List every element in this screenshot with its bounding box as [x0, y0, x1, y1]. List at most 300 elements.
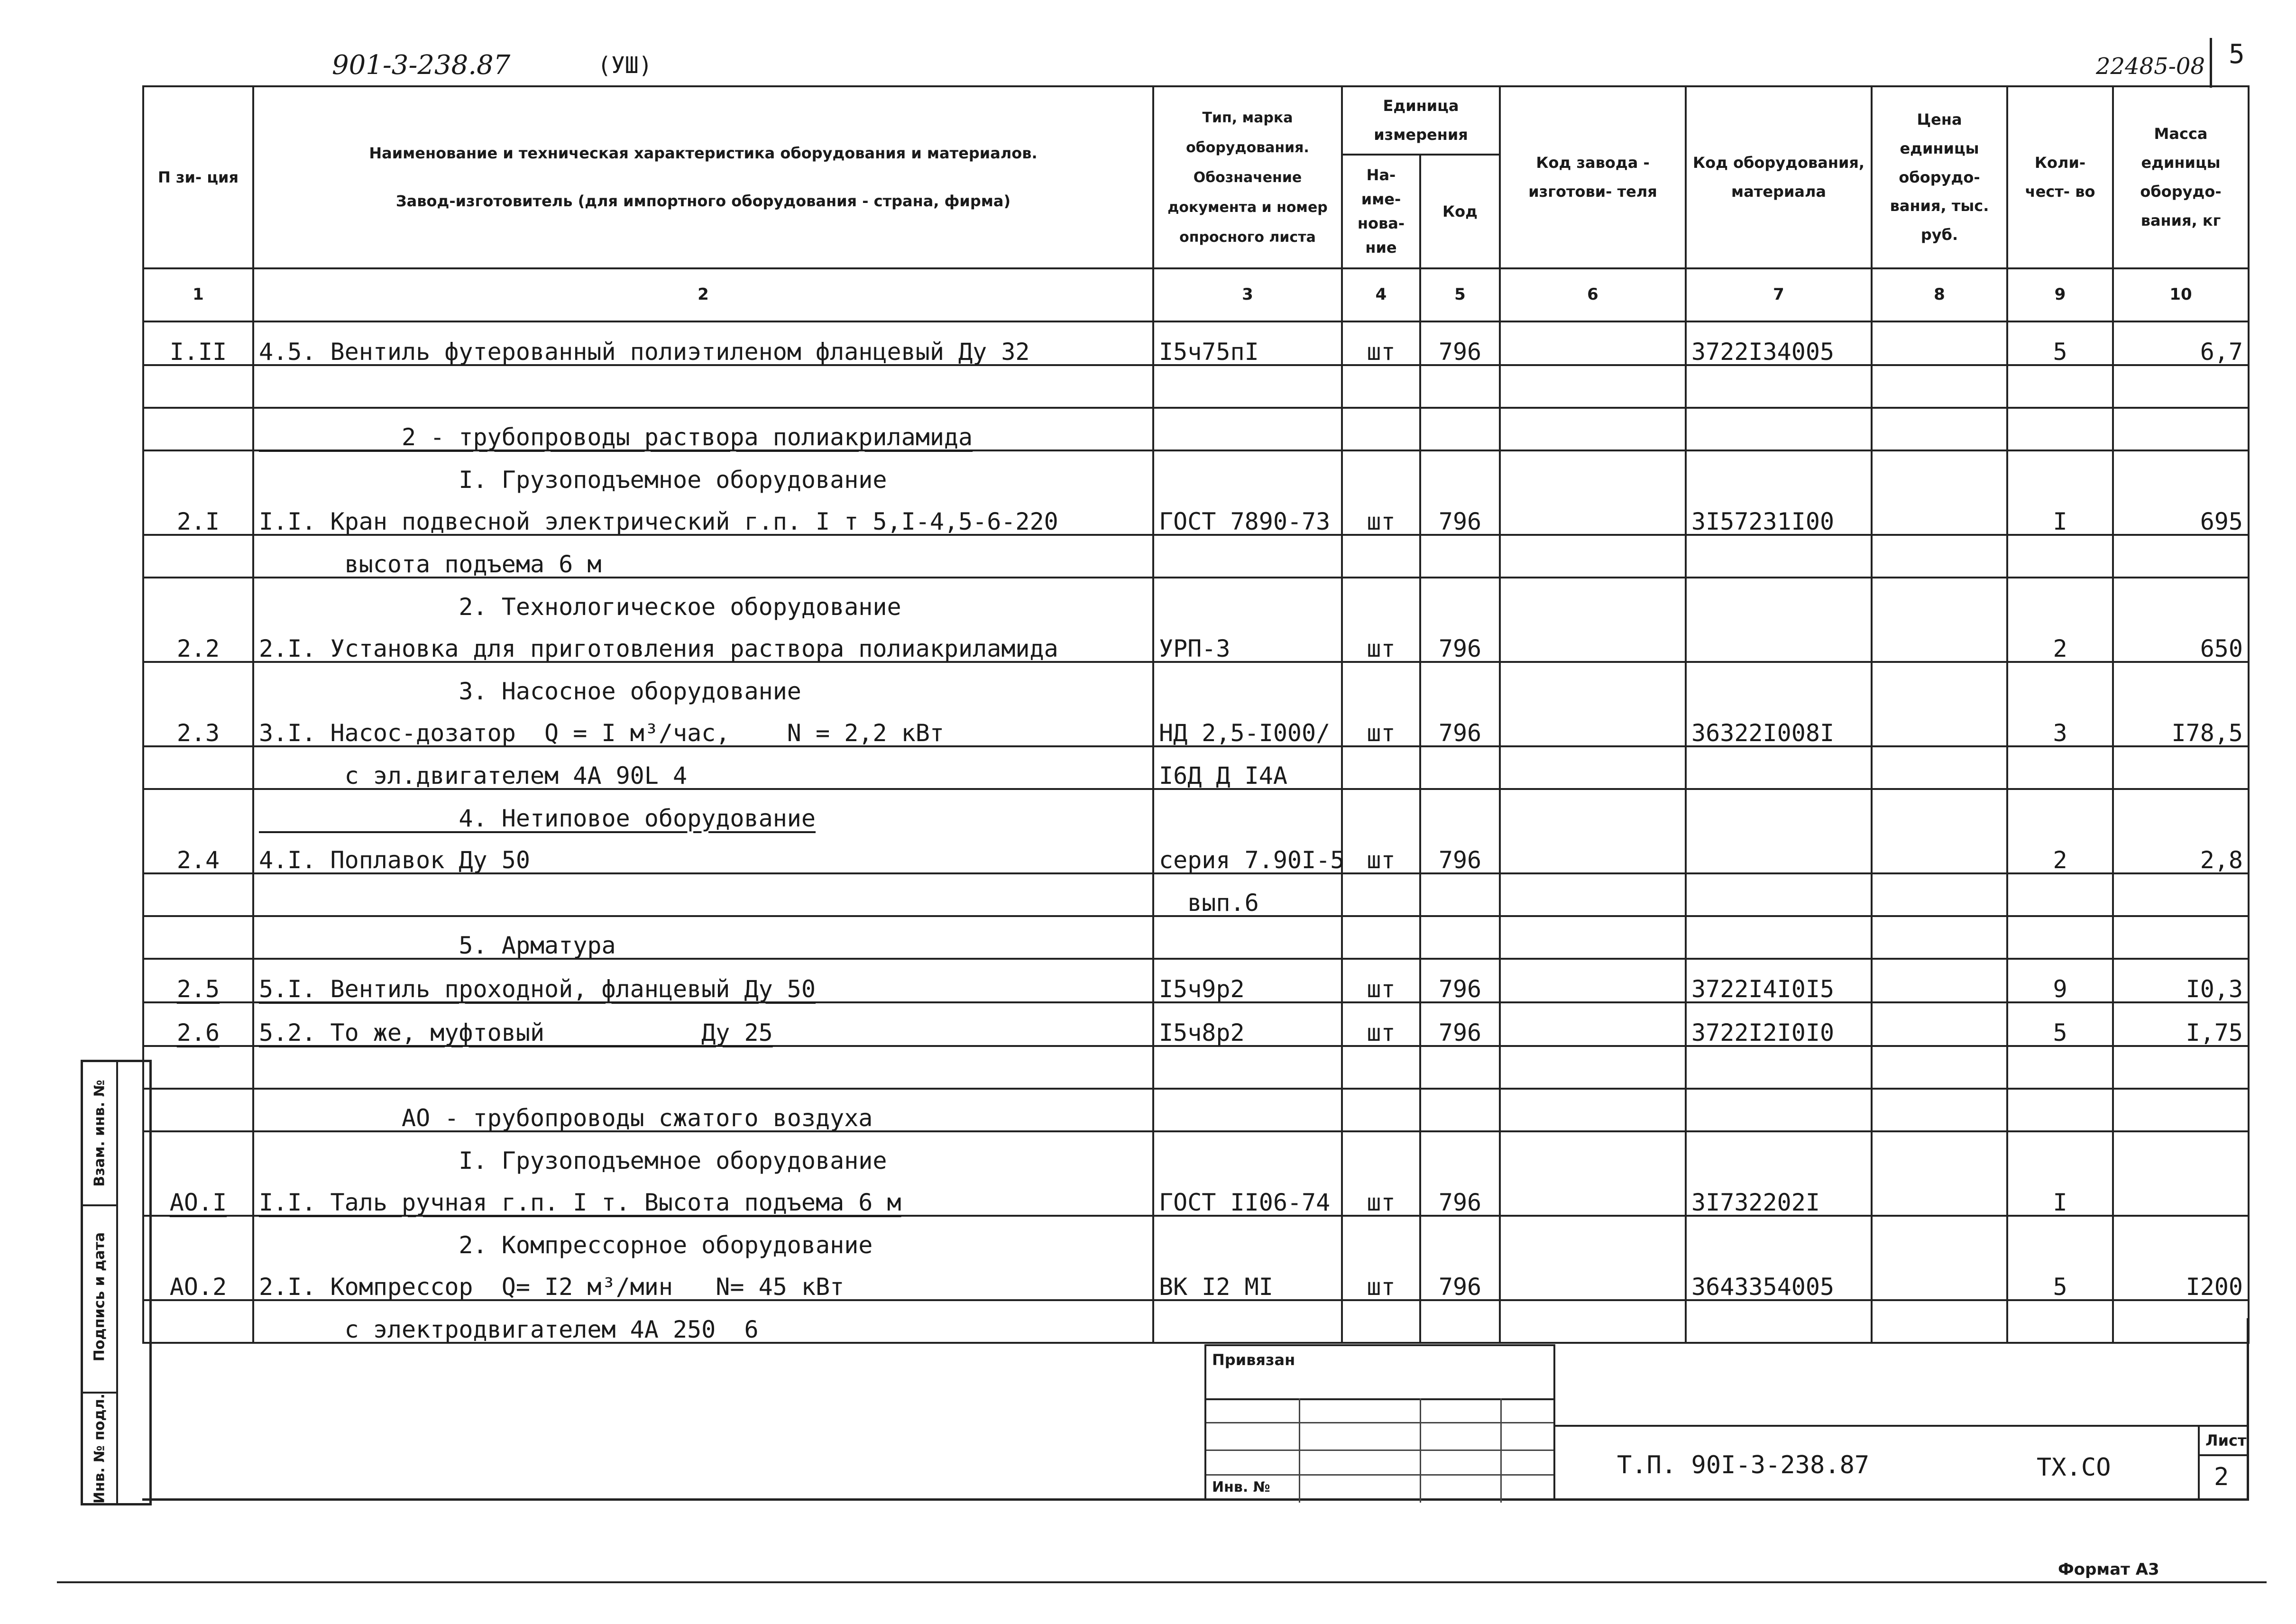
row-price	[1872, 746, 2007, 789]
header-name-line2: Завод-изготовитель (для импортного оборудования - страна, фирма)	[395, 192, 1011, 210]
original-inventory-label: Инв. № подл.	[91, 1393, 108, 1504]
row-price	[1872, 578, 2007, 619]
row-unit: шт	[1342, 959, 1420, 1002]
row-name: с электродвигателем 4А 250 6	[253, 1300, 1153, 1343]
col-number: 3	[1153, 268, 1342, 321]
row-position	[143, 1131, 253, 1173]
row-unit-code: 796	[1420, 704, 1500, 746]
row-position	[143, 746, 253, 789]
row-equipment-code: 36322I008I	[1686, 704, 1872, 746]
drawing-mark: ТХ.СО	[2037, 1453, 2111, 1482]
row-mass	[2113, 1131, 2249, 1173]
row-position	[143, 1216, 253, 1257]
row-unit	[1342, 916, 1420, 959]
row-type: вып.6	[1153, 873, 1342, 916]
row-name: высота подъема 6 м	[253, 535, 1153, 578]
row-unit-code	[1420, 578, 1500, 619]
row-unit-code	[1420, 1300, 1500, 1343]
volume-label: (УШ)	[597, 52, 652, 79]
row-quantity	[2007, 1131, 2113, 1173]
row-type	[1153, 1131, 1342, 1173]
row-factory-code	[1500, 1173, 1686, 1216]
row-position	[143, 365, 253, 408]
row-factory-code	[1500, 492, 1686, 535]
row-equipment-code	[1686, 1046, 1872, 1089]
row-unit-code	[1420, 789, 1500, 831]
project-number: Т.П. 90I-3-238.87	[1617, 1451, 1870, 1479]
row-equipment-code	[1686, 365, 1872, 408]
table-row	[143, 789, 2249, 831]
row-position: 2.4	[143, 831, 253, 873]
row-unit	[1342, 450, 1420, 492]
table-row	[143, 365, 2249, 408]
row-equipment-code	[1686, 408, 1872, 450]
row-unit: шт	[1342, 619, 1420, 662]
row-factory-code	[1500, 578, 1686, 619]
row-unit	[1342, 365, 1420, 408]
row-factory-code	[1500, 746, 1686, 789]
table-row	[143, 1257, 2249, 1300]
row-quantity: 9	[2007, 959, 2113, 1002]
row-factory-code	[1500, 1002, 1686, 1046]
row-price	[1872, 321, 2007, 365]
row-unit-code	[1420, 1089, 1500, 1131]
row-name: I. Грузоподъемное оборудование	[253, 1131, 1153, 1173]
row-type: НД 2,5-I000/	[1153, 704, 1342, 746]
row-equipment-code	[1686, 1300, 1872, 1343]
row-equipment-code: 3643354005	[1686, 1257, 1872, 1300]
col-number: 4	[1342, 268, 1420, 321]
page-number-divider	[2210, 38, 2212, 88]
row-unit-code	[1420, 365, 1500, 408]
row-quantity	[2007, 1300, 2113, 1343]
row-unit-code	[1420, 1131, 1500, 1173]
table-row	[143, 535, 2249, 578]
col-number: 2	[253, 268, 1153, 321]
row-quantity	[2007, 662, 2113, 704]
row-quantity: 5	[2007, 1257, 2113, 1300]
row-position: АО.I	[143, 1173, 253, 1216]
document-reference: 901-3-238.87	[332, 50, 511, 81]
row-mass	[2113, 1089, 2249, 1131]
row-factory-code	[1500, 789, 1686, 831]
row-quantity: I	[2007, 1173, 2113, 1216]
row-mass	[2113, 408, 2249, 450]
row-mass: I78,5	[2113, 704, 2249, 746]
table-row	[143, 1300, 2249, 1343]
table-row	[143, 746, 2249, 789]
row-type	[1153, 1300, 1342, 1343]
row-mass	[2113, 916, 2249, 959]
paper-format: Формат А3	[2058, 1560, 2159, 1579]
row-name: I.I. Таль ручная г.п. I т. Высота подъема 6 м	[253, 1173, 1153, 1216]
row-factory-code	[1500, 1300, 1686, 1343]
row-factory-code	[1500, 831, 1686, 873]
row-price	[1872, 492, 2007, 535]
row-mass	[2113, 1173, 2249, 1216]
header-factory-code: Код завода - изготови- теля	[1500, 86, 1686, 268]
row-factory-code	[1500, 1131, 1686, 1173]
table-row	[143, 831, 2249, 873]
header-unit-code: Код	[1420, 155, 1500, 268]
row-type: УРП-3	[1153, 619, 1342, 662]
row-price	[1872, 831, 2007, 873]
col-number: 10	[2113, 268, 2249, 321]
row-type	[1153, 1046, 1342, 1089]
col-number: 9	[2007, 268, 2113, 321]
row-equipment-code	[1686, 916, 1872, 959]
row-name: I.I. Кран подвесной электрический г.п. I т 5,I-4,5-6-220	[253, 492, 1153, 535]
row-name: 4.I. Поплавок Ду 50	[253, 831, 1153, 873]
row-unit: шт	[1342, 704, 1420, 746]
row-factory-code	[1500, 704, 1686, 746]
row-name	[253, 1046, 1153, 1089]
row-name: 2. Технологическое оборудование	[253, 578, 1153, 619]
header-type: Тип, марка оборудования. Обозначение документа и номер опросного листа	[1153, 86, 1342, 268]
row-unit-code	[1420, 916, 1500, 959]
row-quantity: 3	[2007, 704, 2113, 746]
row-unit-code: 796	[1420, 619, 1500, 662]
row-factory-code	[1500, 619, 1686, 662]
header-name-line1: Наименование и техническая характеристика оборудования и материалов.	[369, 144, 1038, 163]
row-unit-code: 796	[1420, 321, 1500, 365]
row-equipment-code	[1686, 746, 1872, 789]
long-bottom-rule	[57, 1581, 2267, 1583]
inventory-number: 22485-08	[2096, 53, 2205, 80]
col-number: 7	[1686, 268, 1872, 321]
specification-table	[142, 85, 2250, 1344]
row-position	[143, 1300, 253, 1343]
row-unit-code	[1420, 873, 1500, 916]
row-position: АО.2	[143, 1257, 253, 1300]
row-unit: шт	[1342, 1002, 1420, 1046]
row-name: 5. Арматура	[253, 916, 1153, 959]
row-factory-code	[1500, 959, 1686, 1002]
row-position	[143, 916, 253, 959]
row-position	[143, 1089, 253, 1131]
row-price	[1872, 873, 2007, 916]
row-quantity	[2007, 535, 2113, 578]
row-price	[1872, 916, 2007, 959]
row-mass	[2113, 746, 2249, 789]
row-unit: шт	[1342, 831, 1420, 873]
row-position	[143, 873, 253, 916]
page-number: 5	[2229, 39, 2245, 70]
row-mass: 695	[2113, 492, 2249, 535]
table-row	[143, 662, 2249, 704]
title-strip-top	[1555, 1425, 2248, 1427]
row-unit	[1342, 873, 1420, 916]
row-unit: шт	[1342, 1257, 1420, 1300]
row-factory-code	[1500, 662, 1686, 704]
table-row	[143, 578, 2249, 619]
row-factory-code	[1500, 1257, 1686, 1300]
row-position	[143, 535, 253, 578]
row-factory-code	[1500, 321, 1686, 365]
row-equipment-code: 3722I2I0I0	[1686, 1002, 1872, 1046]
row-position: I.II	[143, 321, 253, 365]
col-number: 5	[1420, 268, 1500, 321]
header-position: П зи- ция	[143, 86, 253, 268]
header-equipment-code: Код оборудования, материала	[1686, 86, 1872, 268]
header-name	[253, 86, 1153, 268]
row-price	[1872, 662, 2007, 704]
row-unit-code: 796	[1420, 1002, 1500, 1046]
row-equipment-code	[1686, 1216, 1872, 1257]
row-quantity	[2007, 578, 2113, 619]
table-row	[143, 1173, 2249, 1216]
row-unit-code	[1420, 408, 1500, 450]
row-quantity: 2	[2007, 831, 2113, 873]
row-mass: I0,3	[2113, 959, 2249, 1002]
row-type	[1153, 450, 1342, 492]
row-type	[1153, 535, 1342, 578]
row-price	[1872, 1216, 2007, 1257]
row-name: 2. Компрессорное оборудование	[253, 1216, 1153, 1257]
row-name	[253, 365, 1153, 408]
row-type	[1153, 662, 1342, 704]
row-factory-code	[1500, 1089, 1686, 1131]
row-name: 4. Нетиповое оборудование	[253, 789, 1153, 831]
row-name	[253, 873, 1153, 916]
row-unit	[1342, 746, 1420, 789]
row-mass: I200	[2113, 1257, 2249, 1300]
row-equipment-code	[1686, 789, 1872, 831]
row-name: с эл.двигателем 4А 90L 4	[253, 746, 1153, 789]
row-unit	[1342, 1300, 1420, 1343]
row-equipment-code	[1686, 619, 1872, 662]
row-price	[1872, 1257, 2007, 1300]
row-unit-code	[1420, 535, 1500, 578]
row-price	[1872, 704, 2007, 746]
row-price	[1872, 1089, 2007, 1131]
row-price	[1872, 450, 2007, 492]
row-factory-code	[1500, 916, 1686, 959]
specification-rows	[143, 321, 2249, 1343]
col-number: 6	[1500, 268, 1686, 321]
row-price	[1872, 1300, 2007, 1343]
row-equipment-code: 3I57231I00	[1686, 492, 1872, 535]
row-position	[143, 408, 253, 450]
row-type: I5ч8р2	[1153, 1002, 1342, 1046]
row-price	[1872, 619, 2007, 662]
row-unit-code: 796	[1420, 831, 1500, 873]
replace-inventory-label: Взам. инв. №	[91, 1080, 108, 1187]
row-position	[143, 1046, 253, 1089]
header-unit-name: На- име- нова- ние	[1342, 155, 1420, 268]
row-type: I5ч9р2	[1153, 959, 1342, 1002]
row-unit: шт	[1342, 492, 1420, 535]
row-type	[1153, 578, 1342, 619]
header-mass: Масса единицы оборудо- вания, кг	[2113, 86, 2249, 268]
row-unit: шт	[1342, 1173, 1420, 1216]
row-type	[1153, 1089, 1342, 1131]
row-position	[143, 450, 253, 492]
row-mass	[2113, 535, 2249, 578]
table-row	[143, 704, 2249, 746]
row-unit-code	[1420, 746, 1500, 789]
row-factory-code	[1500, 365, 1686, 408]
row-name: 4.5. Вентиль футерованный полиэтиленом фланцевый Ду 32	[253, 321, 1153, 365]
header-unit-group: Единица измерения	[1342, 86, 1500, 155]
row-equipment-code: 3I732202I	[1686, 1173, 1872, 1216]
approval-stamp	[81, 1060, 152, 1505]
row-unit	[1342, 535, 1420, 578]
table-row	[143, 959, 2249, 1002]
row-mass	[2113, 1300, 2249, 1343]
sheet-number: 2	[2214, 1463, 2229, 1491]
row-quantity	[2007, 408, 2113, 450]
row-equipment-code	[1686, 578, 1872, 619]
row-mass	[2113, 1216, 2249, 1257]
row-mass	[2113, 365, 2249, 408]
row-quantity: 2	[2007, 619, 2113, 662]
row-price	[1872, 1173, 2007, 1216]
header-quantity: Коли- чест- во	[2007, 86, 2113, 268]
row-factory-code	[1500, 450, 1686, 492]
row-unit-code	[1420, 662, 1500, 704]
row-unit	[1342, 1216, 1420, 1257]
row-price	[1872, 959, 2007, 1002]
row-quantity: 5	[2007, 321, 2113, 365]
row-unit-code	[1420, 1046, 1500, 1089]
row-mass	[2113, 662, 2249, 704]
table-row	[143, 492, 2249, 535]
row-name: 2.I. Установка для приготовления раствора полиакриламида	[253, 619, 1153, 662]
table-row	[143, 1002, 2249, 1046]
row-quantity	[2007, 746, 2113, 789]
row-type: серия 7.90I-5	[1153, 831, 1342, 873]
row-equipment-code	[1686, 535, 1872, 578]
table-row	[143, 619, 2249, 662]
row-price	[1872, 535, 2007, 578]
inventory-label: Инв. №	[1212, 1479, 1270, 1496]
row-name: 2.I. Компрессор Q= I2 м³/мин N= 45 кВт	[253, 1257, 1153, 1300]
row-type	[1153, 789, 1342, 831]
row-quantity	[2007, 365, 2113, 408]
row-unit	[1342, 1131, 1420, 1173]
frame-bottom-line	[142, 1498, 2248, 1501]
table-row	[143, 1089, 2249, 1131]
row-mass	[2113, 1046, 2249, 1089]
row-unit	[1342, 662, 1420, 704]
row-unit-code	[1420, 1216, 1500, 1257]
row-name: 3.I. Насос-дозатор Q = I м³/час, N = 2,2 кВт	[253, 704, 1153, 746]
row-equipment-code	[1686, 831, 1872, 873]
row-quantity	[2007, 1046, 2113, 1089]
row-equipment-code: 3722I34005	[1686, 321, 1872, 365]
row-position	[143, 662, 253, 704]
row-price	[1872, 408, 2007, 450]
row-factory-code	[1500, 873, 1686, 916]
row-unit	[1342, 1089, 1420, 1131]
row-unit-code	[1420, 450, 1500, 492]
header-price: Цена единицы оборудо- вания, тыс. руб.	[1872, 86, 2007, 268]
row-type: ГОСТ 7890-73	[1153, 492, 1342, 535]
row-mass	[2113, 789, 2249, 831]
table-row	[143, 873, 2249, 916]
row-factory-code	[1500, 535, 1686, 578]
row-unit	[1342, 1046, 1420, 1089]
table-row	[143, 916, 2249, 959]
table-row	[143, 1216, 2249, 1257]
sheet-box	[2198, 1425, 2248, 1500]
row-quantity	[2007, 873, 2113, 916]
row-mass: 2,8	[2113, 831, 2249, 873]
row-unit-code: 796	[1420, 1173, 1500, 1216]
row-name: 3. Насосное оборудование	[253, 662, 1153, 704]
table-row	[143, 1131, 2249, 1173]
row-quantity: I	[2007, 492, 2113, 535]
row-quantity	[2007, 450, 2113, 492]
row-unit	[1342, 789, 1420, 831]
row-type: I5ч75пI	[1153, 321, 1342, 365]
table-row	[143, 450, 2249, 492]
row-price	[1872, 365, 2007, 408]
row-equipment-code	[1686, 1131, 1872, 1173]
row-name: I. Грузоподъемное оборудование	[253, 450, 1153, 492]
row-type	[1153, 365, 1342, 408]
row-type: I6Д Д I4А	[1153, 746, 1342, 789]
row-mass	[2113, 873, 2249, 916]
row-position	[143, 789, 253, 831]
row-name: АО - трубопроводы сжатого воздуха	[253, 1089, 1153, 1131]
sheet-label: Лист	[2205, 1431, 2247, 1450]
row-mass	[2113, 450, 2249, 492]
row-quantity	[2007, 1089, 2113, 1131]
row-type	[1153, 1216, 1342, 1257]
row-position: 2.6	[143, 1002, 253, 1046]
row-unit-code: 796	[1420, 959, 1500, 1002]
row-equipment-code: 3722I4I0I5	[1686, 959, 1872, 1002]
row-type: ГОСТ II06-74	[1153, 1173, 1342, 1216]
row-type	[1153, 916, 1342, 959]
row-price	[1872, 1131, 2007, 1173]
row-position	[143, 578, 253, 619]
row-equipment-code	[1686, 450, 1872, 492]
row-unit-code: 796	[1420, 1257, 1500, 1300]
table-row	[143, 321, 2249, 365]
row-unit	[1342, 578, 1420, 619]
row-equipment-code	[1686, 662, 1872, 704]
row-mass	[2113, 578, 2249, 619]
row-mass: 650	[2113, 619, 2249, 662]
row-position: 2.I	[143, 492, 253, 535]
row-price	[1872, 789, 2007, 831]
table-row	[143, 1046, 2249, 1089]
col-number: 1	[143, 268, 253, 321]
row-price	[1872, 1002, 2007, 1046]
row-position: 2.5	[143, 959, 253, 1002]
row-quantity	[2007, 1216, 2113, 1257]
binding-block	[1204, 1344, 1555, 1501]
row-quantity	[2007, 789, 2113, 831]
row-position: 2.3	[143, 704, 253, 746]
col-number: 8	[1872, 268, 2007, 321]
row-position: 2.2	[143, 619, 253, 662]
row-name: 5.I. Вентиль проходной, фланцевый Ду 50	[253, 959, 1153, 1002]
table-row	[143, 408, 2249, 450]
row-type	[1153, 408, 1342, 450]
row-mass: 6,7	[2113, 321, 2249, 365]
row-name: 2 - трубопроводы раствора полиакриламида	[253, 408, 1153, 450]
row-factory-code	[1500, 1046, 1686, 1089]
row-price	[1872, 1046, 2007, 1089]
row-equipment-code	[1686, 1089, 1872, 1131]
row-type: ВК I2 МI	[1153, 1257, 1342, 1300]
row-unit: шт	[1342, 321, 1420, 365]
signature-date-label: Подпись и дата	[91, 1232, 108, 1362]
